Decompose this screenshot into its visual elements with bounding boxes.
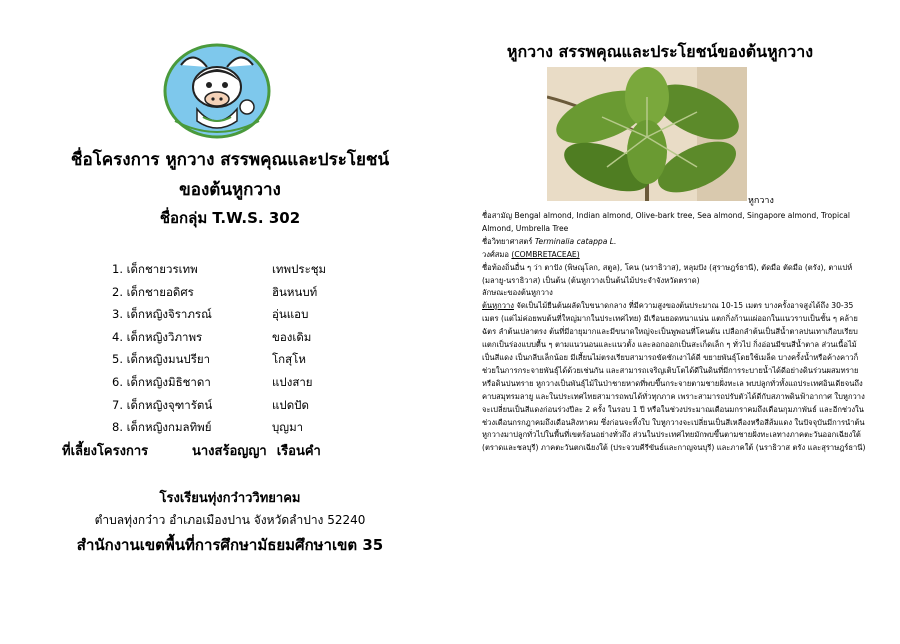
advisor-surname: เรือนคำ bbox=[276, 444, 321, 459]
scientific-name-row bbox=[482, 236, 866, 249]
family-label: วงศ์สมอ bbox=[482, 249, 509, 259]
member-surname: ฮินหนบท์ bbox=[272, 284, 318, 299]
list-item bbox=[112, 281, 412, 304]
member-name: 6. เด็กหญิงมิธิชาดา bbox=[112, 374, 211, 389]
list-item bbox=[112, 303, 412, 326]
characteristics-heading: ลักษณะของต้นหูกวาง bbox=[482, 288, 553, 298]
list-item bbox=[112, 258, 412, 281]
school-address: ตำบลทุ่งกว๋าว อำเภอเมืองปาน จังหวัดลำปาง 52240 bbox=[94, 513, 366, 527]
local-names: ชื่อท้องถิ่นอื่น ๆ ว่า ตาปัง (พิษณุโลก, สตูล), โคน (นราธิวาส), หลุมปัง (สุราษฎร์ธานี), ตัดมือ ตัดมือ (ตรัง), ตาแปห์ (มลายู-นราธิวาส) เป็นต้น (ต้นหูกวางเป็นต้นไม้ประจำจังหวัดตราด) bbox=[482, 262, 853, 285]
article-body bbox=[482, 210, 866, 455]
list-item bbox=[112, 416, 412, 439]
trunk-label: ต้นหูกวาง bbox=[482, 301, 514, 311]
list-item bbox=[112, 394, 412, 417]
trunk-paragraph bbox=[482, 300, 866, 455]
list-item bbox=[112, 326, 412, 349]
common-names: Bengal almond, Indian almond, Olive-bark tree, Sea almond, Singapore almond, Tropical Almond, Umbrella Tree bbox=[482, 211, 851, 233]
family-row bbox=[482, 249, 866, 262]
member-surname: บุญมา bbox=[272, 420, 304, 435]
buffalo-logo bbox=[163, 43, 271, 139]
trunk-text: จัดเป็นไม้ยืนต้นผลัดใบขนาดกลาง ที่มีความสูงของต้นประมาณ 10-15 เมตร บางครั้งอาจสูงได้ถึง 30-35 เมตร (แต่ไม่ค่อยพบต้นที่ใหญ่มากในประเทศไทย) มีเรือนยอดหนาแน่น แตกกิ่งก้านแผ่ออกในแนวราบเป็นชั้น ๆ คล้ายฉัตร ลำต้นเปลาตรง ต้นที่มีอายุมากและมีขนาดใหญ่จะเป็นพูพอนที่โคนต้น เปลือกลำต้นเป็นสีน้ำตาลปนเทาเกือบเรียบ แตกเป็นร่องแบบตื้น ๆ ตามแนวนอนและแนวตั้ง และลอกออกเป็นสะเก็ดเล็ก ๆ ทั่วไป กิ่งอ่อนมีขนสีน้ำตาล ส่วนเนื้อไม้เป็นสีแดง เป็นกลีบเล็กน้อย มีเสี้ยนไม่ตรงเรียบสามารถขัดชักเงาได้ดี ขยายพันธุ์โดยใช้เมล็ด บางครั้งน้ำหรือค้างคาวก็ช่วยในการกระจายพันธุ์ได้ด้วยเช่นกัน และสามารถเจริญเติบโตได้ดีในดินที่มีการระบายน้ำได้ดีอย่างดินร่วนผสมทรายหรือดินปนทราย หูกวางเป็นพันธุ์ไม้ในป่าชายหาดที่พบขึ้นกระจายตามชายฝั่งทะเล พบปลูกทั่วทั้งแถประเทศอินเดียจนถึงคาบสมุทรมลายู และในประเทศไทยสามารถพบได้ทั่วทุกภาค เพราะสามารถปรับตัวได้ดีกับสภาพดินฟ้าอากาศ ใบหูกวางจะเปลี่ยนเป็นสีแดงก่อนร่วงปีละ 2 ครั้ง ในรอบ 1 ปี หรือในช่วงประมาณเดือนมกราคมถึงเดือนกุมภาพันธ์ และอีกช่วงในช่วงเดือนกรกฎาคมถึงเดือนสิงหาคม ซึ่งก่อนจะทิ้งใบ ใบหูกวางจะเปลี่ยนเป็นสีเหลืองหรือสีส้มแดง ในปัจจุบันมีการนำต้นหูกวางมาปลูกทั่วไปในพื้นที่เขตร้อนอย่างทั่วถึง ส่วนในประเทศไทยมักพบขึ้นตามชายฝั่งทะเลทางภาคตะวันออกเฉียงใต้ (ตราดและชลบุรี) ภาคตะวันตกเฉียงใต้ (ประจวบคีรีขันธ์และกาญจนบุรี) และภาคใต้ (นราธิวาส ตรัง และสุราษฎร์ธานี) bbox=[482, 301, 866, 453]
advisor-label: ที่เลี้ยงโครงการ bbox=[62, 444, 149, 459]
photo-caption: หูกวาง bbox=[748, 196, 774, 206]
tropical-almond-leaves-photo bbox=[547, 67, 747, 201]
member-surname: ของเดิม bbox=[272, 329, 312, 344]
member-name: 8. เด็กหญิงกมลทิพย์ bbox=[112, 420, 212, 435]
member-name: 3. เด็กหญิงจิราภรณ์ bbox=[112, 307, 212, 322]
right-page bbox=[450, 0, 900, 644]
member-name: 4. เด็กหญิงวิภาพร bbox=[112, 329, 203, 344]
member-name: 5. เด็กหญิงมนปรียา bbox=[112, 352, 211, 367]
project-title-line2: ของต้นหูกวาง bbox=[179, 180, 281, 200]
member-surname: แปดปัด bbox=[272, 397, 309, 412]
list-item bbox=[112, 348, 412, 371]
list-item bbox=[112, 371, 412, 394]
member-name: 1. เด็กชายวรเทพ bbox=[112, 262, 198, 276]
member-list bbox=[112, 258, 412, 439]
project-title-line1: ชื่อโครงการ หูกวาง สรรพคุณและประโยชน์ bbox=[70, 150, 390, 170]
group-name: ชื่อกลุ่ม T.W.S. 302 bbox=[159, 209, 301, 227]
member-surname: อุ่นแอบ bbox=[272, 307, 309, 322]
advisor-name: นางสร้อญญา bbox=[192, 444, 267, 459]
education-office: สำนักงานเขตพื้นที่การศึกษามัธยมศึกษาเขต 35 bbox=[76, 536, 384, 554]
advisor bbox=[62, 440, 321, 461]
member-name: 7. เด็กหญิงจุฑารัตน์ bbox=[112, 397, 213, 412]
member-surname: เทพประชุม bbox=[272, 262, 327, 276]
sci-name: Terminalia catappa L. bbox=[534, 236, 617, 246]
common-name-row bbox=[482, 210, 866, 236]
sci-label: ชื่อวิทยาศาสตร์ bbox=[482, 236, 533, 246]
page-title: หูกวาง สรรพคุณและประโยชน์ของต้นหูกวาง bbox=[506, 42, 814, 61]
member-surname: โกสุโห bbox=[272, 352, 306, 367]
school-name: โรงเรียนทุ่งกว๋าววิทยาคม bbox=[159, 491, 301, 506]
member-surname: แปงสาย bbox=[272, 374, 313, 389]
common-label: ชื่อสามัญ bbox=[482, 211, 513, 220]
family-name: (COMBRETACEAE) bbox=[511, 249, 580, 259]
member-name: 2. เด็กชายอดิศร bbox=[112, 284, 194, 299]
